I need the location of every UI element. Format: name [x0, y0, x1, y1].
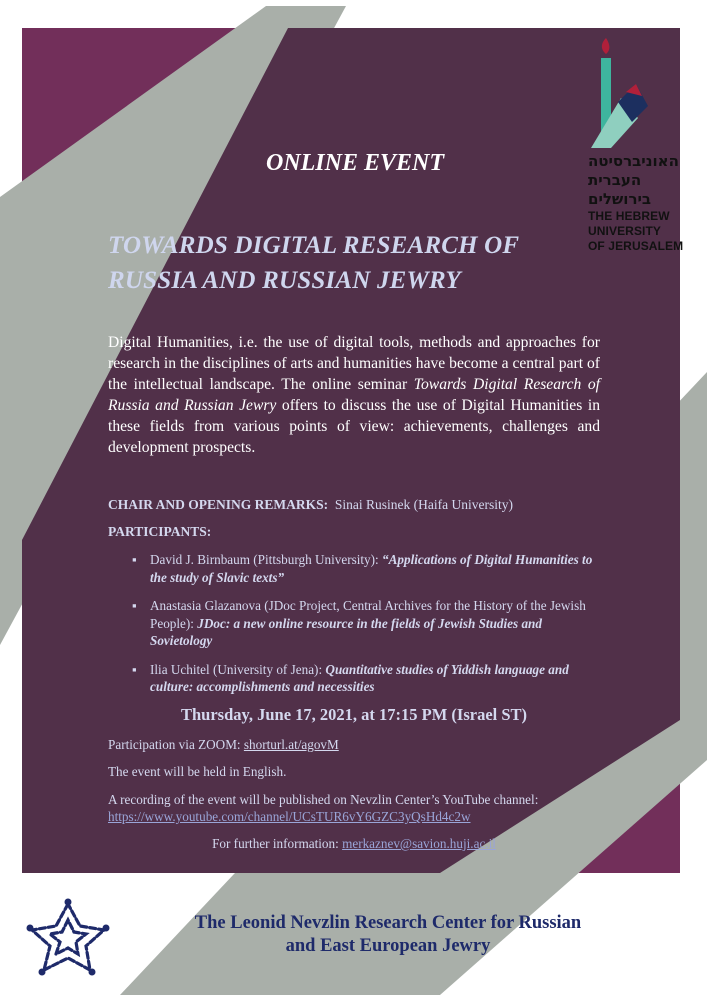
- participant-talk: “Applications of Digital Humanities to the study of Slavic texts”: [150, 552, 593, 585]
- zoom-label: Participation via ZOOM:: [108, 737, 244, 752]
- info-line: [108, 836, 600, 852]
- zoom-link[interactable]: shorturl.at/agovM: [243, 737, 339, 752]
- participant-name: David J. Birnbaum (Pittsburgh University):: [150, 552, 382, 567]
- list-item: [132, 661, 602, 696]
- list-item: [132, 551, 602, 586]
- chair-line: [108, 497, 513, 513]
- bullet-icon: ▪: [132, 661, 137, 677]
- language-note: The event will be held in English.: [108, 764, 287, 779]
- participants-label: PARTICIPANTS:: [108, 524, 212, 539]
- list-item: [132, 597, 602, 650]
- participant-talk: JDoc: a new online resource in the fields of Jewish Studies and Sovietology: [150, 615, 542, 648]
- footer-line-2: and East European Jewry: [285, 936, 491, 956]
- footer-center-name: [128, 912, 648, 958]
- intro-part-2: offers to discuss the use of Digital Humanities in these fields from various points of view: achievements, challenges and development prospects.: [108, 397, 600, 456]
- university-english-line-2: UNIVERSITY: [588, 224, 662, 238]
- logo-dot: [27, 925, 34, 932]
- zoom-line: [108, 737, 339, 753]
- footer-line-1: The Leonid Nevzlin Research Center for Russian: [194, 913, 582, 933]
- university-name: [588, 152, 698, 254]
- university-hebrew-line-2: העברית: [588, 171, 642, 189]
- bullet-icon: ▪: [132, 552, 137, 567]
- info-label: For further information:: [212, 836, 343, 851]
- chair-label: CHAIR AND OPENING REMARKS:: [108, 497, 329, 512]
- participants-list: [132, 551, 602, 707]
- university-hebrew-line-1: האוניברסיטה: [588, 152, 679, 170]
- university-english-line-1: THE HEBREW: [588, 209, 670, 223]
- nevzlin-center-logo: [24, 896, 112, 978]
- recording-text: A recording of the event will be published on Nevzlin Center’s YouTube channel:: [108, 792, 539, 807]
- logo-dot: [89, 969, 96, 976]
- intro-part-1: Digital Humanities, i.e. the use of digital tools, methods and approaches for research in the disciplines of arts and humanities have become a central part of the intellectual landscape. The online seminar: [108, 334, 600, 393]
- university-english-line-3: OF JERUSALEM: [588, 239, 684, 253]
- bullet-icon: ▪: [132, 598, 137, 613]
- event-tag: ONLINE EVENT: [265, 150, 445, 176]
- hebrew-university-logo: [586, 36, 656, 154]
- event-title: TOWARDS DIGITAL RESEARCH OF RUSSIA AND RUSSIAN JEWRY: [108, 232, 519, 294]
- flame-icon: [602, 38, 610, 54]
- logo-dot: [103, 925, 110, 932]
- logo-dot: [39, 969, 46, 976]
- participant-name: Ilia Uchitel (University of Jena):: [150, 661, 326, 677]
- participant-talk: Quantitative studies of Yiddish language and culture: accomplishments and necessities: [150, 661, 569, 694]
- university-hebrew-line-3: בירושלים: [588, 190, 652, 208]
- participant-name: Anastasia Glazanova (JDoc Project, Central Archives for the History of the Jewish People):: [150, 598, 586, 631]
- youtube-link[interactable]: https://www.youtube.com/channel/UCsTUR6vY6GZC3yQsHd4c2w: [108, 809, 471, 824]
- intro-paragraph: [108, 332, 600, 458]
- recording-note: [108, 791, 608, 825]
- logo-dot: [65, 899, 72, 906]
- chair-value: Sinai Rusinek (Haifa University): [334, 497, 513, 512]
- event-date: Thursday, June 17, 2021, at 17:15 PM (Israel ST): [180, 705, 528, 724]
- seminar-name: Towards Digital Research of Russia and Russian Jewry: [108, 376, 600, 414]
- info-email-link[interactable]: merkaznev@savion.huji.ac.il: [342, 836, 496, 851]
